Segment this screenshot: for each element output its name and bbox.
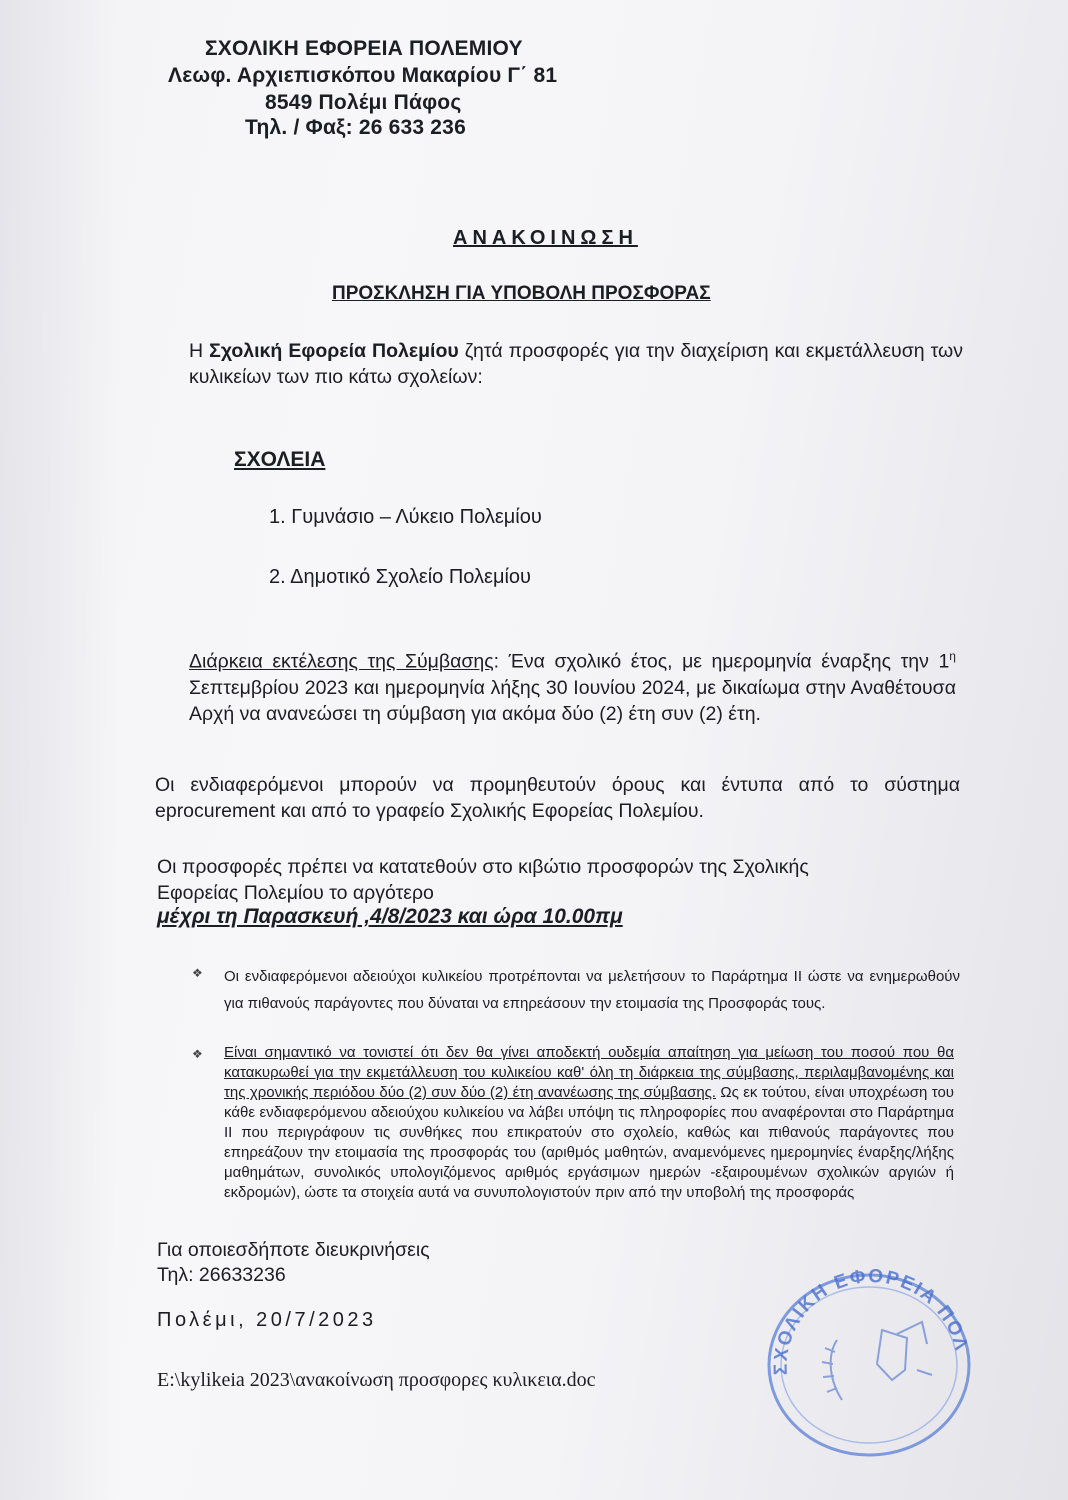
duration-text-1: : Ένα σχολικό έτος, με ημερομηνία έναρξης την 1	[493, 650, 950, 673]
stamp-text: ΣΧΟΛΙΚΗ ΕΦΟΡΕΙΑ ΠΟΛ	[770, 1265, 972, 1376]
note-2-text: Ως εκ τούτου, είναι υποχρέωση του κάθε ενδιαφερόμενου αδειούχου κυλικείου να λάβει υπόψη τις πληροφορίες που αναφέρονται στο Παράρτημα ΙΙ που περιγράφουν τις συνθήκες που επικρατούν στο σχολείο, καθώς και πιθανούς παράγοντες που επηρεάζουν την ετοιμασία της προσφοράς του (αριθμός μαθητών, αναμενόμενες ημερομηνίες έναρξης/λήξης μαθημάτων, συνολικός υπολογιζόμενος αριθμός εργάσιμων ημερών -εξαιρουμένων σχολικών αργιών ή εκδρομών), ώστε τα στοιχεία αυτά να συνυπολογιστούν πριν από την υποβολή της προσφοράς	[224, 1084, 954, 1201]
org-name: ΣΧΟΛΙΚΗ ΕΦΟΡΕΙΑ ΠΟΛΕΜΙΟΥ	[205, 37, 523, 60]
intro-paragraph	[189, 338, 963, 390]
file-path: E:\kylikeia 2023\ανακοίνωση προσφορες κυλικεια.doc	[157, 1369, 596, 1391]
official-stamp	[757, 1260, 977, 1460]
duration-paragraph	[189, 643, 956, 727]
submission-line-2: Εφορείας Πολεμίου το αργότερο	[157, 882, 434, 904]
note-2-emphasis: Είναι σημαντικό να τονιστεί ότι δεν θα γίνει αποδεκτή ουδεμία απαίτηση για μείωση του ποσού που θα κατακυρωθεί για την εκμετάλλευση του κυλικείου καθ' όλη τη διάρκεια της σύμβασης, περιλαμβανομένης και της χρονικής περιόδου δύο (2) συν δύο (2) έτη ανανέωσης της σύμβασης.	[224, 1044, 954, 1101]
schools-heading: ΣΧΟΛΕΙΑ	[234, 448, 326, 471]
place-date: Πολέμι, 20/7/2023	[157, 1309, 377, 1331]
intro-org: Σχολική Εφορεία Πολεμίου	[209, 340, 459, 362]
intro-prefix: Η	[189, 340, 204, 362]
duration-sup: η	[949, 649, 956, 663]
svg-text:ΣΧΟΛΙΚΗ ΕΦΟΡΕΙΑ ΠΟΛ	[771, 1266, 972, 1375]
diamond-bullet-icon: ❖	[192, 1047, 203, 1061]
submission-line-1: Οι προσφορές πρέπει να κατατεθούν στο κιβώτιο προσφορών της Σχολικής	[157, 856, 809, 878]
org-city: 8549 Πολέμι Πάφος	[265, 91, 462, 114]
school-item-1: 1. Γυμνάσιο – Λύκειο Πολεμίου	[269, 506, 542, 528]
page-title: ΑΝΑΚΟΙΝΩΣΗ	[453, 227, 638, 249]
note-1: Οι ενδιαφερόμενοι αδειούχοι κυλικείου προτρέπονται να μελετήσουν το Παράρτημα ΙΙ ώστε να ενημερωθούν για πιθανούς παράγοντες που δύναται να επηρεάσουν την ετοιμασία της Προσφοράς τους.	[224, 968, 960, 1012]
diamond-bullet-icon: ❖	[192, 966, 203, 980]
page-shadow	[0, 0, 120, 1500]
contact-phone: Τηλ: 26633236	[157, 1264, 286, 1286]
org-phone: Τηλ. / Φαξ: 26 633 236	[245, 116, 466, 139]
duration-label: Διάρκεια εκτέλεσης της Σύμβασης	[189, 650, 494, 673]
duration-text-2: Σεπτεμβρίου 2023 και ημερομηνία λήξης 30 Ιουνίου 2024, με δικαίωμα στην Αναθέτουσα Αρχή να ανανεώσει τη σύμβαση για ακόμα δύο (2) έτη συν (2) έτη.	[189, 676, 956, 725]
org-address: Λεωφ. Αρχιεπισκόπου Μακαρίου Γ΄ 81	[168, 64, 558, 87]
note-2	[224, 1043, 954, 1203]
intro-text: ζητά προσφορές για την διαχείριση και εκμετάλλευση των κυλικείων των πιο κάτω σχολείων:	[189, 340, 964, 388]
contact-line-1: Για οποιεσδήποτε διευκρινήσεις	[157, 1239, 430, 1261]
submission-deadline: μέχρι τη Παρασκευή ,4/8/2023 και ώρα 10.00πμ	[157, 905, 623, 928]
terms-paragraph: Οι ενδιαφερόμενοι μπορούν να προμηθευτούν όρους και έντυπα από το σύστημα eprocurement και από το γραφείο Σχολικής Εφορείας Πολεμίου.	[155, 774, 960, 822]
school-item-2: 2. Δημοτικό Σχολείο Πολεμίου	[269, 566, 531, 588]
page-subtitle: ΠΡΟΣΚΛΗΣΗ ΓΙΑ ΥΠΟΒΟΛΗ ΠΡΟΣΦΟΡΑΣ	[332, 283, 711, 304]
